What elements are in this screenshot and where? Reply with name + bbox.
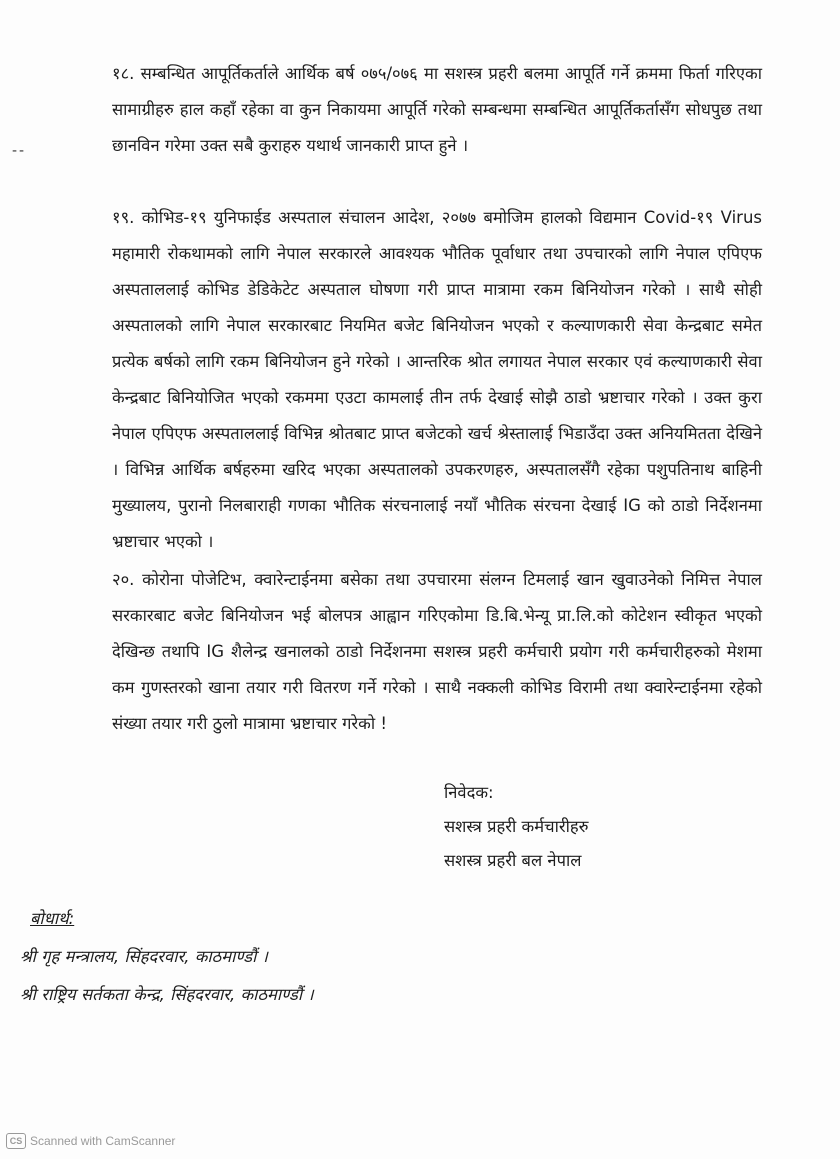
paragraph-19: [112, 200, 762, 560]
signature-line-2: सशस्त्र प्रहरी बल नेपाल: [444, 851, 582, 870]
paragraph-text: कोभिड-१९ युनिफाईड अस्पताल संचालन आदेश, २०७७ बमोजिम हालको विद्यमान Covid-१९ Virus महामारी रोकथामको लागि नेपाल सरकारले आवश्यक भौतिक पूर्वाधार तथा उपचारको लागि नेपाल एपिएफ अस्पताललाई कोभिड डेडिकेटेट अस्पताल घोषणा गरी प्राप्त मात्रामा रकम बिनियोजन गरेको । साथै सोही अस्पतालको लागि नेपाल सरकारबाट नियमित बजेट बिनियोजन भएको र कल्याणकारी सेवा केन्द्रबाट समेत प्रत्येक बर्षको लागि रकम बिनियोजन हुने गरेको । आन्तरिक श्रोत लगायत नेपाल सरकार एवं कल्याणकारी सेवा केन्द्रबाट बिनियोजित भएको रकममा एउटा कामलाई तीन तर्फ देखाई सोझै ठाडो भ्रष्टाचार गरेको । उक्त कुरा नेपाल एपिएफ अस्पताललाई विभिन्न श्रोतबाट प्राप्त बजेटको खर्च श्रेस्तालाई भिडाउँदा उक्त अनियमितता देखिने । विभिन्न आर्थिक बर्षहरुमा खरिद भएका अस्पतालको उपकरणहरु, अस्पतालसँगै रहेका पशुपतिनाथ बाहिनी मुख्यालय, पुरानो निलबाराही गणका भौतिक संरचनालाई नयाँ भौतिक संरचना देखाई IG को ठाडो निर्देशनमा भ्रष्टाचार भएको ।: [112, 208, 762, 551]
paragraph-text: कोरोना पोजेटिभ, क्वारेन्टाईनमा बसेका तथा उपचारमा संलग्न टिमलाई खान खुवाउनेको निमित्त नेपाल सरकारबाट बजेट बिनियोजन भई बोलपत्र आह्वान गरिएकोमा डि.बि.भेन्यू प्रा.लि.को कोटेशन स्वीकृत भएको देखिन्छ तथापि IG शैलेन्द्र खनालको ठाडो निर्देशनमा सशस्त्र प्रहरी कर्मचारी प्रयोग गरी कर्मचारीहरुको मेशमा कम गुणस्तरको खाना तयार गरी वितरण गर्ने गरेको । साथै नक्कली कोभिड विरामी तथा क्वारेन्टाईनमा रहेको संख्या तयार गरी ठुलो मात्रामा भ्रष्टाचार गरेको !: [112, 570, 762, 733]
signature-block: [444, 776, 589, 878]
watermark-text: Scanned with CamScanner: [30, 1134, 176, 1148]
cc-block: [20, 900, 314, 1014]
paragraph-number: १८.: [112, 64, 135, 83]
paragraph-number: २०.: [112, 570, 135, 589]
paragraph-number: १९.: [112, 208, 135, 227]
paragraph-18: [112, 56, 762, 164]
scanner-watermark: [6, 1133, 175, 1149]
signature-label: निवेदक:: [444, 783, 494, 802]
signature-line-1: सशस्त्र प्रहरी कर्मचारीहरु: [444, 817, 589, 836]
margin-mark: --: [12, 143, 27, 159]
cc-line-1: श्री गृह मन्त्रालय, सिंहदरवार, काठमाण्डौं ।: [20, 947, 268, 966]
paragraph-text: सम्बन्धित आपूर्तिकर्ताले आर्थिक बर्ष ०७५/०७६ मा सशस्त्र प्रहरी बलमा आपूर्ति गर्ने क्रममा फिर्ता गरिएका सामाग्रीहरु हाल कहाँ रहेका वा कुन निकायमा आपूर्ति गरेको सम्बन्धमा सम्बन्धित आपूर्तिकर्तासँग सोधपुछ तथा छानविन गरेमा उक्त सबै कुराहरु यथार्थ जानकारी प्राप्त हुने ।: [112, 64, 762, 155]
camscanner-logo-icon: CS: [6, 1133, 26, 1149]
paragraph-20: [112, 562, 762, 742]
cc-title: बोधार्थ:: [30, 909, 75, 928]
cc-line-2: श्री राष्ट्रिय सर्तकता केन्द्र, सिंहदरवार, काठमाण्डौं ।: [20, 985, 314, 1004]
